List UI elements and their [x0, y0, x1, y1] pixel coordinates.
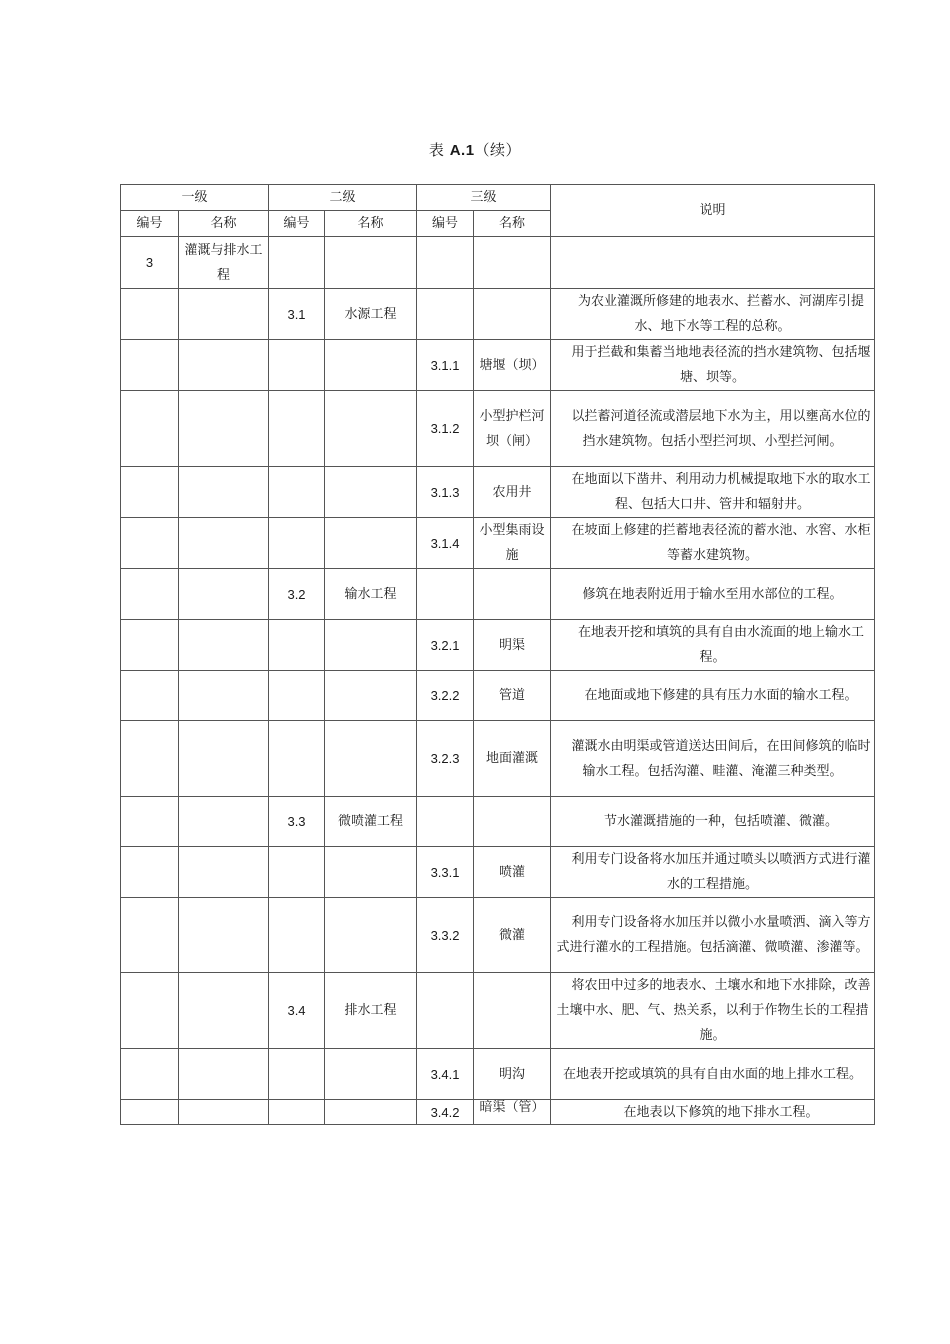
cell-description: 利用专门设备将水加压并通过喷头以喷洒方式进行灌水的工程措施。 — [551, 847, 875, 898]
cell-level1-code — [121, 391, 179, 467]
table-row — [121, 340, 875, 391]
cell-level3-name — [474, 973, 551, 1049]
table-row — [121, 847, 875, 898]
table-title-prefix: 表 — [428, 141, 450, 159]
cell-level1-code — [121, 1100, 179, 1125]
cell-level3-name: 塘堰（坝） — [474, 340, 551, 391]
cell-level1-code — [121, 973, 179, 1049]
header-row-levels — [121, 185, 875, 211]
cell-level3-name — [474, 289, 551, 340]
cell-level1-code — [121, 721, 179, 797]
cell-level3-code: 3.3.1 — [417, 847, 474, 898]
clipped-cell-text — [121, 1100, 178, 1124]
cell-level2-name: 输水工程 — [325, 569, 417, 620]
cell-description — [551, 237, 875, 289]
cell-level2-code — [269, 467, 325, 518]
cell-level1-name — [179, 620, 269, 671]
classification-table — [120, 184, 875, 1125]
cell-level1-name — [179, 518, 269, 569]
header-name-2: 名称 — [325, 211, 417, 237]
cell-level1-name: 灌溉与排水工程 — [179, 237, 269, 289]
cell-level1-name — [179, 797, 269, 847]
header-level3: 三级 — [417, 185, 551, 211]
cell-level1-code — [121, 797, 179, 847]
cell-level1-name — [179, 289, 269, 340]
header-level2: 二级 — [269, 185, 417, 211]
cell-description: 修筑在地表附近用于输水至用水部位的工程。 — [551, 569, 875, 620]
cell-level1-name — [179, 721, 269, 797]
cell-level3-code — [417, 569, 474, 620]
cell-level3-code: 3.4.1 — [417, 1049, 474, 1100]
cell-level1-code — [121, 620, 179, 671]
cell-level1-code — [121, 569, 179, 620]
table-title-code: A.1 — [449, 142, 475, 159]
cell-level2-code — [269, 898, 325, 973]
cell-level2-code — [269, 237, 325, 289]
table-row — [121, 898, 875, 973]
cell-description: 以拦蓄河道径流或潜层地下水为主，用以壅高水位的挡水建筑物。包括小型拦河坝、小型拦河闸。 — [551, 391, 875, 467]
cell-description: 用于拦截和集蓄当地地表径流的挡水建筑物、包括堰塘、坝等。 — [551, 340, 875, 391]
table-row — [121, 569, 875, 620]
cell-level2-code: 3.4 — [269, 973, 325, 1049]
cell-level2-name — [325, 847, 417, 898]
cell-description: 利用专门设备将水加压并以微小水量喷洒、滴入等方式进行灌水的工程措施。包括滴灌、微喷灌、渗灌等。 — [551, 898, 875, 973]
table-title — [0, 139, 950, 160]
cell-level3-name: 农用井 — [474, 467, 551, 518]
cell-level3-code: 3.1.2 — [417, 391, 474, 467]
table-row — [121, 237, 875, 289]
cell-level1-name — [179, 467, 269, 518]
table-row — [121, 518, 875, 569]
cell-level3-code — [417, 237, 474, 289]
header-level1: 一级 — [121, 185, 269, 211]
cell-level2-name — [325, 518, 417, 569]
cell-description: 在地面以下凿井、利用动力机械提取地下水的取水工程、包括大口井、管井和辐射井。 — [551, 467, 875, 518]
cell-level3-code — [417, 797, 474, 847]
cell-level2-name: 水源工程 — [325, 289, 417, 340]
cell-level3-name: 喷灌 — [474, 847, 551, 898]
cell-level2-code — [269, 1100, 325, 1125]
cell-level3-name: 小型护栏河坝（闸） — [474, 391, 551, 467]
cell-level3-name: 明沟 — [474, 1049, 551, 1100]
cell-description: 将农田中过多的地表水、土壤水和地下水排除，改善土壤中水、肥、气、热关系，以利于作物生长的工程措施。 — [551, 973, 875, 1049]
cell-level2-code — [269, 721, 325, 797]
cell-level3-name: 管道 — [474, 671, 551, 721]
cell-level1-code — [121, 1049, 179, 1100]
clipped-cell-text — [269, 1100, 324, 1124]
table-row — [121, 1100, 875, 1125]
cell-level2-code: 3.2 — [269, 569, 325, 620]
cell-level1-code — [121, 289, 179, 340]
cell-level3-name: 地面灌溉 — [474, 721, 551, 797]
cell-level3-name — [474, 1100, 551, 1125]
cell-level2-code — [269, 391, 325, 467]
cell-level3-code: 3.2.2 — [417, 671, 474, 721]
header-description: 说明 — [551, 185, 875, 237]
cell-level1-name — [179, 1049, 269, 1100]
table-title-suffix: （续） — [474, 141, 522, 159]
cell-level2-code — [269, 847, 325, 898]
table-row — [121, 797, 875, 847]
cell-description — [551, 1100, 875, 1125]
header-code-1: 编号 — [121, 211, 179, 237]
cell-description: 在地表开挖和填筑的具有自由水流面的地上输水工程。 — [551, 620, 875, 671]
clipped-cell-text — [325, 1100, 416, 1124]
cell-description: 为农业灌溉所修建的地表水、拦蓄水、河湖库引提水、地下水等工程的总称。 — [551, 289, 875, 340]
cell-description: 灌溉水由明渠或管道送达田间后，在田间修筑的临时输水工程。包括沟灌、畦灌、淹灌三种类型。 — [551, 721, 875, 797]
cell-level1-code — [121, 847, 179, 898]
cell-level2-name — [325, 1049, 417, 1100]
cell-level1-name — [179, 1100, 269, 1125]
cell-level1-name — [179, 391, 269, 467]
cell-level3-code — [417, 973, 474, 1049]
cell-description: 在坡面上修建的拦蓄地表径流的蓄水池、水窖、水柜等蓄水建筑物。 — [551, 518, 875, 569]
cell-level2-name — [325, 467, 417, 518]
header-code-2: 编号 — [269, 211, 325, 237]
cell-level3-name — [474, 569, 551, 620]
clipped-cell-text — [179, 1100, 268, 1124]
cell-level2-code — [269, 340, 325, 391]
table-row — [121, 467, 875, 518]
cell-level2-name — [325, 237, 417, 289]
cell-level1-code — [121, 467, 179, 518]
table-row — [121, 671, 875, 721]
cell-level2-code — [269, 518, 325, 569]
cell-level2-code: 3.3 — [269, 797, 325, 847]
cell-level1-code: 3 — [121, 237, 179, 289]
clipped-cell-text: 暗渠（管） — [479, 1100, 545, 1115]
table-row — [121, 973, 875, 1049]
cell-level2-name — [325, 391, 417, 467]
cell-level2-code — [269, 620, 325, 671]
cell-level3-code: 3.2.1 — [417, 620, 474, 671]
header-name-3: 名称 — [474, 211, 551, 237]
cell-level2-code: 3.1 — [269, 289, 325, 340]
cell-level2-name: 微喷灌工程 — [325, 797, 417, 847]
cell-level3-code: 3.1.1 — [417, 340, 474, 391]
cell-level3-code — [417, 289, 474, 340]
table-row — [121, 620, 875, 671]
header-name-1: 名称 — [179, 211, 269, 237]
cell-level3-code — [417, 1100, 474, 1125]
cell-description: 在地面或地下修建的具有压力水面的输水工程。 — [551, 671, 875, 721]
cell-level1-name — [179, 898, 269, 973]
cell-level3-code: 3.3.2 — [417, 898, 474, 973]
cell-level3-name: 微灌 — [474, 898, 551, 973]
header-code-3: 编号 — [417, 211, 474, 237]
cell-level1-code — [121, 340, 179, 391]
cell-level1-code — [121, 671, 179, 721]
clipped-cell-text: 在地表以下修筑的地下排水工程。 — [623, 1105, 819, 1120]
cell-level2-name — [325, 671, 417, 721]
cell-level3-name: 明渠 — [474, 620, 551, 671]
table-row — [121, 1049, 875, 1100]
cell-level3-code: 3.1.4 — [417, 518, 474, 569]
cell-level2-name — [325, 898, 417, 973]
cell-level2-code — [269, 1049, 325, 1100]
cell-level1-name — [179, 671, 269, 721]
table-row — [121, 391, 875, 467]
cell-level3-name — [474, 797, 551, 847]
cell-level2-name — [325, 721, 417, 797]
cell-level1-code — [121, 898, 179, 973]
cell-level1-code — [121, 518, 179, 569]
cell-level2-code — [269, 671, 325, 721]
cell-level3-name: 小型集雨设施 — [474, 518, 551, 569]
cell-level2-name — [325, 620, 417, 671]
cell-level2-name: 排水工程 — [325, 973, 417, 1049]
cell-level1-name — [179, 569, 269, 620]
table-row — [121, 721, 875, 797]
table-row — [121, 289, 875, 340]
cell-level2-name — [325, 1100, 417, 1125]
cell-level1-name — [179, 847, 269, 898]
cell-description: 在地表开挖或填筑的具有自由水面的地上排水工程。 — [551, 1049, 875, 1100]
cell-level2-name — [325, 340, 417, 391]
cell-description: 节水灌溉措施的一种，包括喷灌、微灌。 — [551, 797, 875, 847]
cell-level3-code: 3.1.3 — [417, 467, 474, 518]
cell-level3-code: 3.2.3 — [417, 721, 474, 797]
cell-level1-name — [179, 340, 269, 391]
cell-level3-name — [474, 237, 551, 289]
clipped-cell-text: 3.4.2 — [430, 1105, 460, 1120]
cell-level1-name — [179, 973, 269, 1049]
